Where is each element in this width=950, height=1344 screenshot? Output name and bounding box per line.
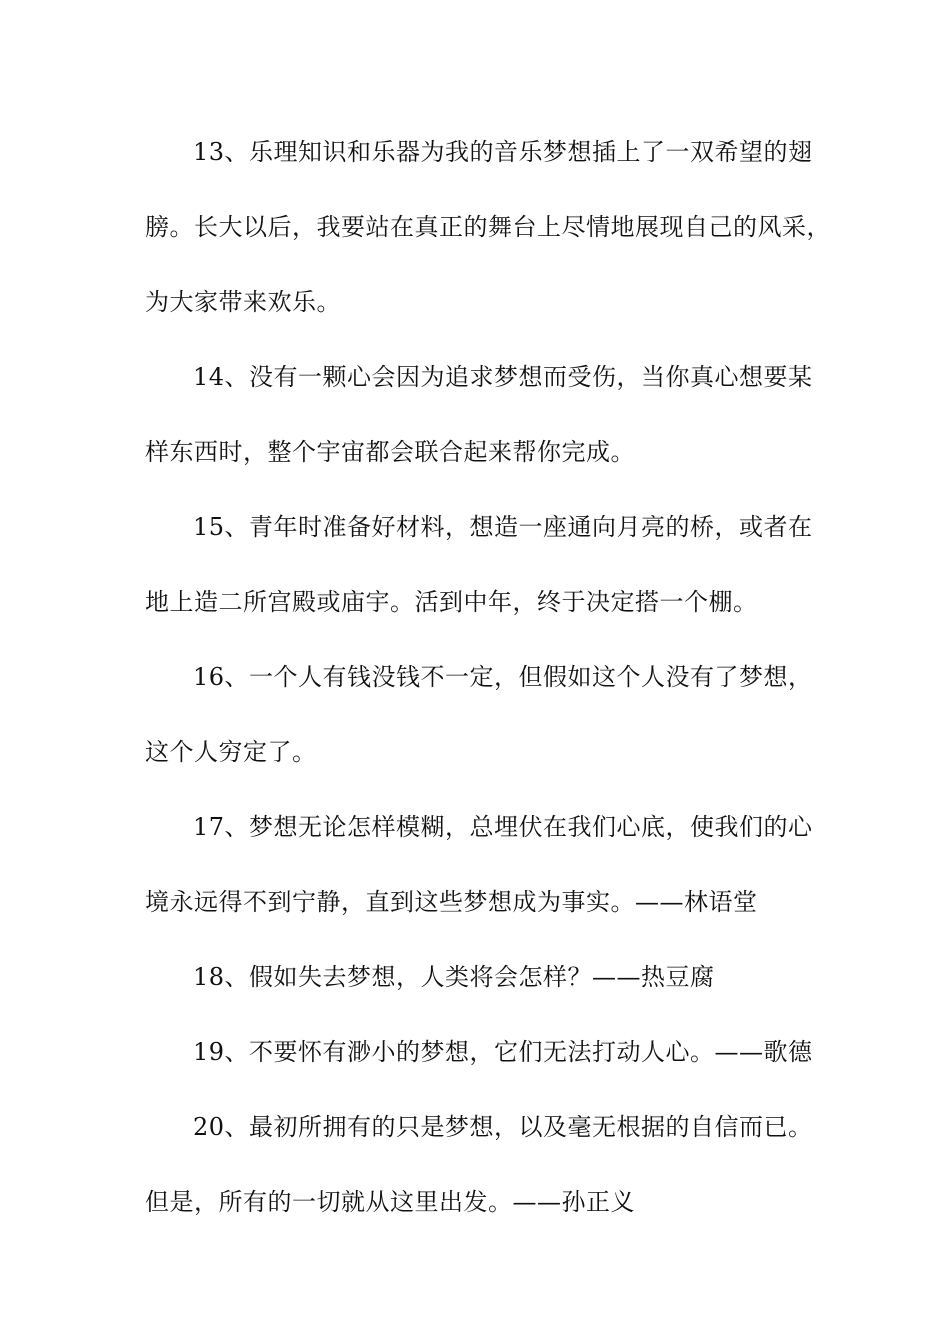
paragraph-15-line-1: 15、青年时准备好材料，想造一座通向月亮的桥，或者在 [193, 513, 813, 541]
paragraph-14-line-2: 样东西时，整个宇宙都会联合起来帮你完成。 [145, 438, 635, 466]
paragraph-16-line-1: 16、一个人有钱没钱不一定，但假如这个人没有了梦想， [193, 663, 813, 691]
paragraph-16-line-2: 这个人穷定了。 [145, 738, 317, 766]
paragraph-20-line-1: 20、最初所拥有的只是梦想，以及毫无根据的自信而已。 [193, 1113, 813, 1141]
paragraph-13-line-3: 为大家带来欢乐。 [145, 288, 341, 316]
paragraph-13-line-2: 膀。长大以后，我要站在真正的舞台上尽情地展现自己的风采， [145, 213, 831, 241]
paragraph-17-line-2: 境永远得不到宁静，直到这些梦想成为事实。——林语堂 [145, 888, 758, 916]
paragraph-14-line-1: 14、没有一颗心会因为追求梦想而受伤，当你真心想要某 [193, 363, 813, 391]
paragraph-18-line-1: 18、假如失去梦想，人类将会怎样？——热豆腐 [193, 963, 715, 991]
paragraph-17-line-1: 17、梦想无论怎样模糊，总埋伏在我们心底，使我们的心 [193, 813, 813, 841]
paragraph-19-line-1: 19、不要怀有渺小的梦想，它们无法打动人心。——歌德 [193, 1038, 813, 1066]
paragraph-20-line-2: 但是，所有的一切就从这里出发。——孙正义 [145, 1188, 635, 1216]
paragraph-13-line-1: 13、乐理知识和乐器为我的音乐梦想插上了一双希望的翅 [193, 138, 813, 166]
paragraph-15-line-2: 地上造二所宫殿或庙宇。活到中年，终于决定搭一个棚。 [145, 588, 758, 616]
